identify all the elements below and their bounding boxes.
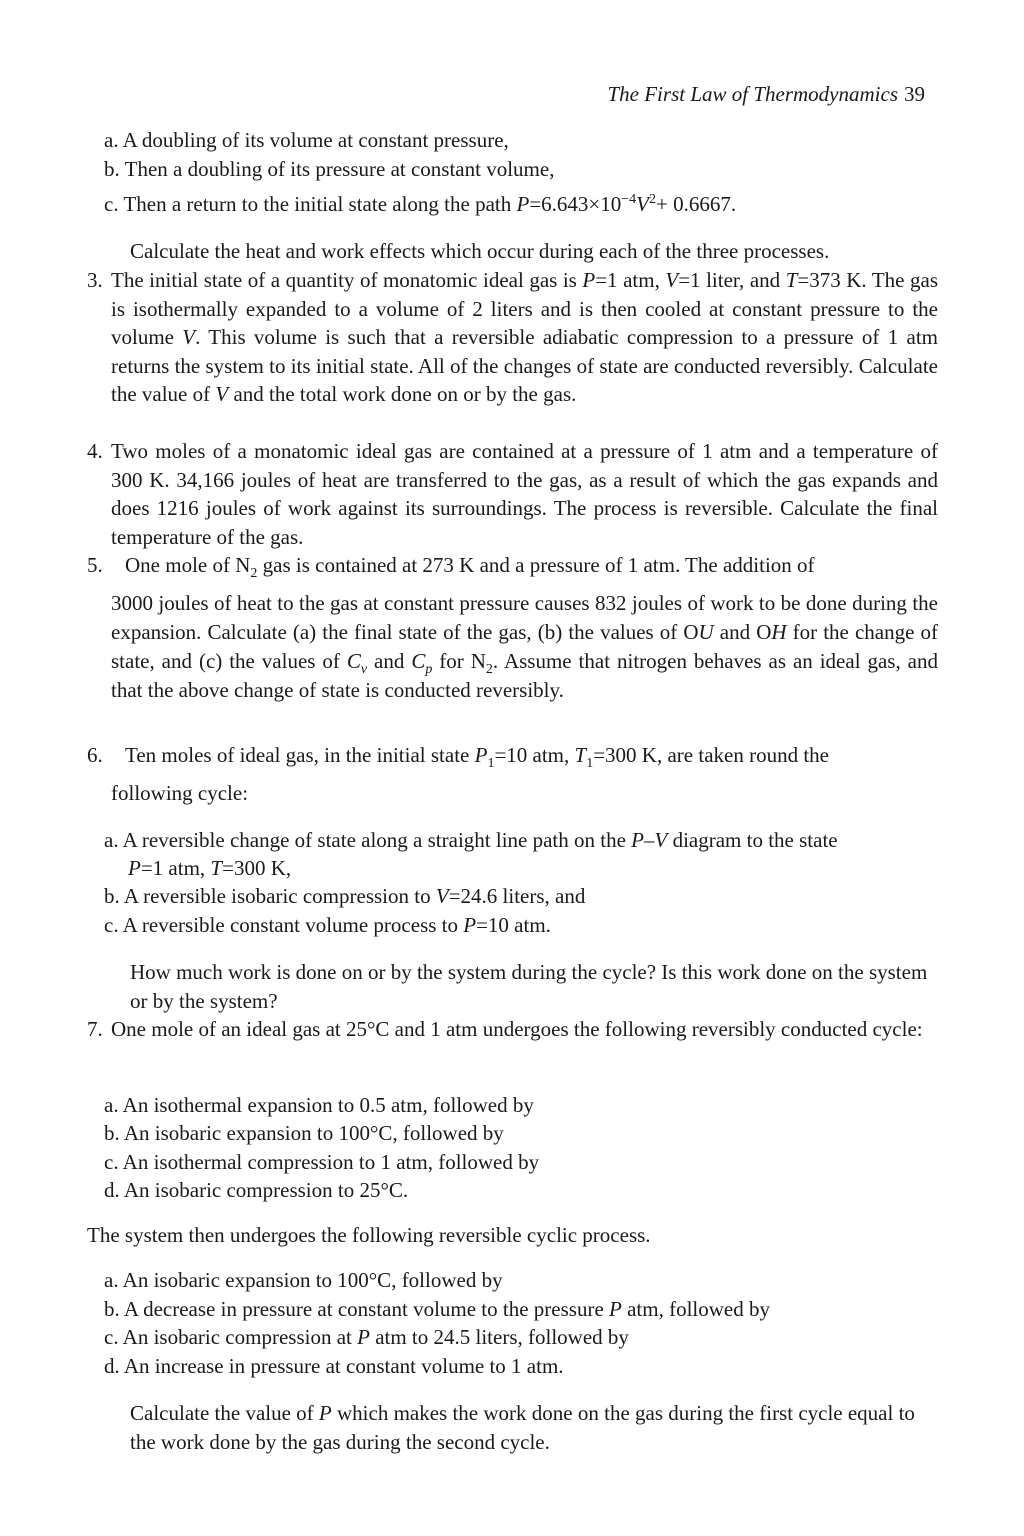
list-item: a. A doubling of its volume at constant pressure, [104, 128, 509, 152]
paragraph: The system then undergoes the following reversible cyclic process. [87, 1223, 651, 1247]
problem-4: Two moles of a monatomic ideal gas are contained at a pressure of 1 atm and a temperature of 300 K. 34,166 joules of heat are transferred to the gas, as a result of which the gas expands and does 1216 joules of work against its surroundings. The process is reversible. Calculate the final temperature of the gas. [111, 439, 938, 549]
list-item: b. A reversible isobaric compression to V=24.6 liters, and [104, 884, 586, 908]
list-item-continuation: P=1 atm, T=300 K, [128, 856, 292, 880]
problem-6-first-line: Ten moles of ideal gas, in the initial state $P_1=10$ atm, $T_1=300$ K, are taken round the [125, 743, 829, 771]
chapter-title: The First Law of Thermodynamics [607, 82, 898, 106]
running-header [607, 80, 925, 109]
instruction: Calculate the heat and work effects which occur during each of the three processes. [130, 239, 830, 263]
problem-number: 3. [87, 268, 103, 292]
problem-5-first-line: One mole of $N_2$ gas is contained at 273 K and a pressure of 1 atm. The addition of [125, 553, 815, 581]
list-item: c. An isothermal compression to 1 atm, followed by [104, 1150, 540, 1174]
problem-6-second-line: following cycle: [111, 781, 249, 805]
problem-number: 5. [87, 553, 103, 577]
page-number: 39 [904, 82, 925, 106]
problem-7: One mole of an ideal gas at 25°C and 1 atm undergoes the following reversibly conducted cycle: [111, 1017, 923, 1041]
problem-number: 6. [87, 743, 103, 767]
problem-5: 3000 joules of heat to the gas at constant pressure causes 832 joules of work to be done during the expansion. Calculate (a) the final state of the gas, (b) the values of OU and OH for the change of state, and (c) the values of $C_v$ and $C_p$ for $N_2$. Assume that nitrogen behaves as an ideal gas, and that the above change of state is conducted reversibly. [111, 591, 939, 702]
list-item: c. A reversible constant volume process to P=10 atm. [104, 913, 551, 937]
problem-3: The initial state of a quantity of monatomic ideal gas is P=1 atm, V=1 liter, and T=373 K. The gas is isothermally expanded to a volume of 2 liters and is then cooled at constant pressure to the volume V. This volume is such that a reversible adiabatic compression to a pressure of 1 atm returns the system to its initial state. All of the changes of state are conducted reversibly. Calculate the value of V and the total work done on or by the gas. [111, 268, 938, 406]
list-item: d. An isobaric compression to 25°C. [104, 1178, 409, 1202]
question: How much work is done on or by the system during the cycle? Is this work done on the system or by the system? [130, 960, 928, 1013]
list-item: a. An isothermal expansion to 0.5 atm, followed by [104, 1093, 534, 1117]
list-item: c. An isobaric compression at P atm to 24.5 liters, followed by [104, 1325, 629, 1349]
list-item: b. A decrease in pressure at constant volume to the pressure P atm, followed by [104, 1297, 770, 1321]
list-item: b. Then a doubling of its pressure at constant volume, [104, 157, 555, 181]
instruction: Calculate the value of P which makes the work done on the gas during the first cycle equal to the work done by the gas during the second cycle. [130, 1401, 915, 1454]
list-item: d. An increase in pressure at constant volume to 1 atm. [104, 1354, 564, 1378]
list-item: c. Then a return to the initial state along the path $P=6.643\times 10^{-4}V^2+ 0.6667$. [104, 192, 737, 216]
problem-number: 4. [87, 439, 103, 463]
list-item: a. A reversible change of state along a straight line path on the P–V diagram to the state [104, 828, 838, 852]
list-item: b. An isobaric expansion to 100°C, followed by [104, 1121, 504, 1145]
list-item: a. An isobaric expansion to 100°C, followed by [104, 1268, 503, 1292]
problem-number: 7. [87, 1017, 103, 1041]
